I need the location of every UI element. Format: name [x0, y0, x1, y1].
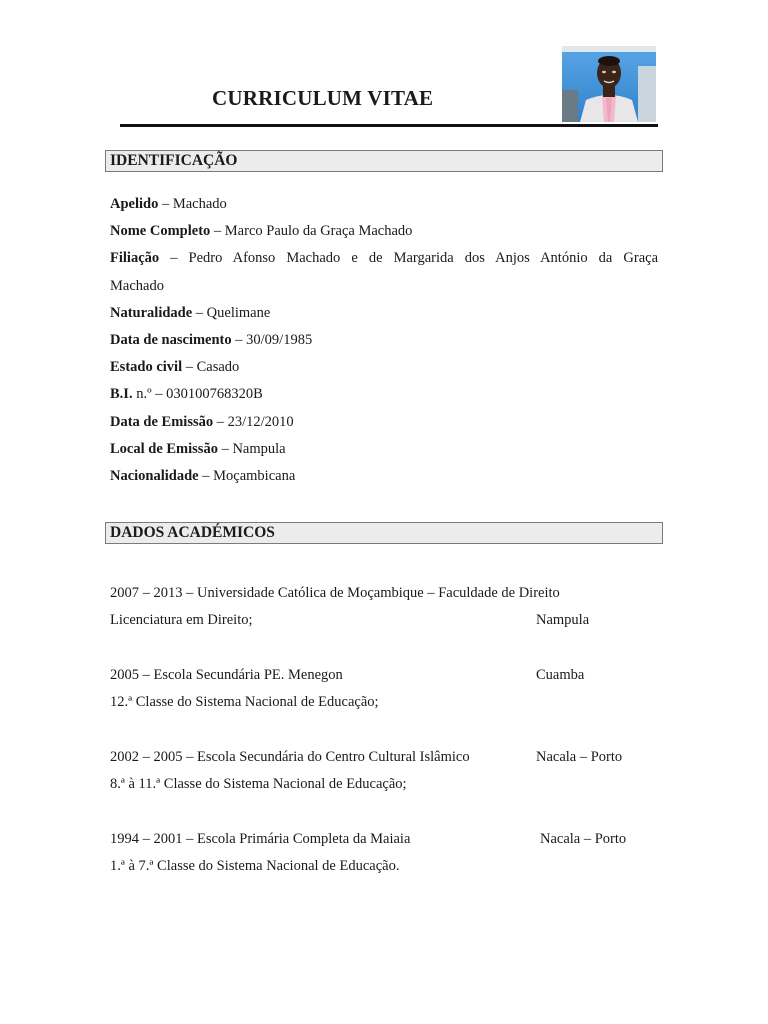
academic-entry-line1: [110, 744, 658, 771]
academic-entry-title: 2005 – Escola Secundária PE. Menegon: [110, 667, 343, 683]
separator: –: [155, 386, 163, 403]
field-value: 23/12/2010: [227, 413, 294, 430]
field-label: Estado civil: [110, 359, 183, 376]
field-label: Nacionalidade: [110, 468, 199, 485]
academic-entry-line1: [110, 826, 658, 853]
field-label: Naturalidade: [110, 304, 193, 321]
field-nome-completo: [110, 218, 658, 245]
field-filiacao: [110, 245, 658, 272]
academic-entry: [110, 662, 658, 716]
field-value: Marco Paulo da Graça Machado: [224, 223, 413, 240]
separator: –: [195, 304, 204, 321]
field-value: Moçambicana: [213, 468, 296, 485]
separator: –: [216, 413, 224, 430]
section-heading-identificacao: IDENTIFICAÇÃO: [105, 150, 663, 172]
academic-entry-detail: Licenciatura em Direito;: [110, 612, 253, 629]
academic-entry-line1: [110, 662, 658, 689]
academic-entry: [110, 826, 658, 880]
field-label: Apelido: [110, 196, 159, 212]
separator: –: [170, 250, 178, 267]
document-title: CURRICULUM VITAE: [212, 86, 434, 110]
separator: –: [221, 440, 229, 457]
field-apelido: [110, 191, 658, 218]
field-data-nascimento: [110, 327, 658, 354]
separator: –: [202, 468, 210, 485]
field-label: B.I.: [110, 386, 133, 403]
academic-entry-detail: 1.ª à 7.ª Classe do Sistema Nacional de Educação.: [110, 858, 400, 875]
field-label: Nome Completo: [110, 223, 211, 240]
academic-entry-location: Cuamba: [536, 667, 585, 683]
field-value: 30/09/1985: [246, 332, 313, 349]
academic-entry-location: Nacala – Porto: [540, 831, 627, 847]
academic-entry-line2: [110, 771, 658, 798]
section-heading-dados-academicos: DADOS ACADÉMICOS: [105, 522, 663, 544]
academic-entry: [110, 744, 658, 798]
field-estado-civil: [110, 354, 658, 381]
field-value: Nampula: [232, 440, 286, 457]
academic-entry-title: 2007 – 2013 – Universidade Católica de Moçambique – Faculdade de Direito: [110, 585, 560, 601]
field-value: Pedro Afonso Machado e de Margarida dos Anjos António da Graça: [188, 250, 659, 267]
field-label: Data de nascimento: [110, 332, 232, 349]
field-data-emissao: [110, 409, 658, 436]
academic-entry-location: Nacala – Porto: [536, 749, 623, 765]
academic-entry-line2: [110, 607, 658, 634]
field-label: Filiação: [110, 250, 160, 267]
academic-entry-location: Nampula: [536, 612, 590, 629]
field-value: Machado: [172, 196, 227, 212]
academic-entry-detail: 8.ª à 11.ª Classe do Sistema Nacional de Educação;: [110, 776, 407, 793]
separator: –: [161, 196, 170, 212]
field-value: Quelimane: [206, 304, 271, 321]
field-naturalidade: [110, 300, 658, 327]
academic-entry-detail: 12.ª Classe do Sistema Nacional de Educação;: [110, 694, 379, 711]
academic-entry: [110, 580, 658, 634]
academic-entry-line1: [110, 580, 658, 607]
separator: –: [213, 223, 222, 240]
field-label: Data de Emissão: [110, 413, 214, 430]
separator: –: [235, 332, 243, 349]
field-nacionalidade: [110, 463, 658, 490]
field-label-suffix: n.º: [136, 386, 152, 403]
field-label: Local de Emissão: [110, 440, 218, 457]
academic-entry-line2: [110, 689, 658, 716]
field-filiacao-continuation: Machado: [110, 277, 164, 294]
academic-entry-line2: [110, 853, 658, 880]
academic-entry-title: 1994 – 2001 – Escola Primária Completa da Maiaia: [110, 831, 411, 847]
title-underline: [120, 124, 658, 127]
identification-block: [110, 191, 658, 490]
field-local-emissao: [110, 436, 658, 463]
academic-entry-title: 2002 – 2005 – Escola Secundária do Centro Cultural Islâmico: [110, 749, 470, 765]
field-value: Casado: [196, 359, 240, 376]
field-value: 030100768320B: [166, 386, 263, 403]
profile-photo: [562, 46, 656, 122]
separator: –: [185, 359, 193, 376]
field-bi: [110, 381, 658, 408]
